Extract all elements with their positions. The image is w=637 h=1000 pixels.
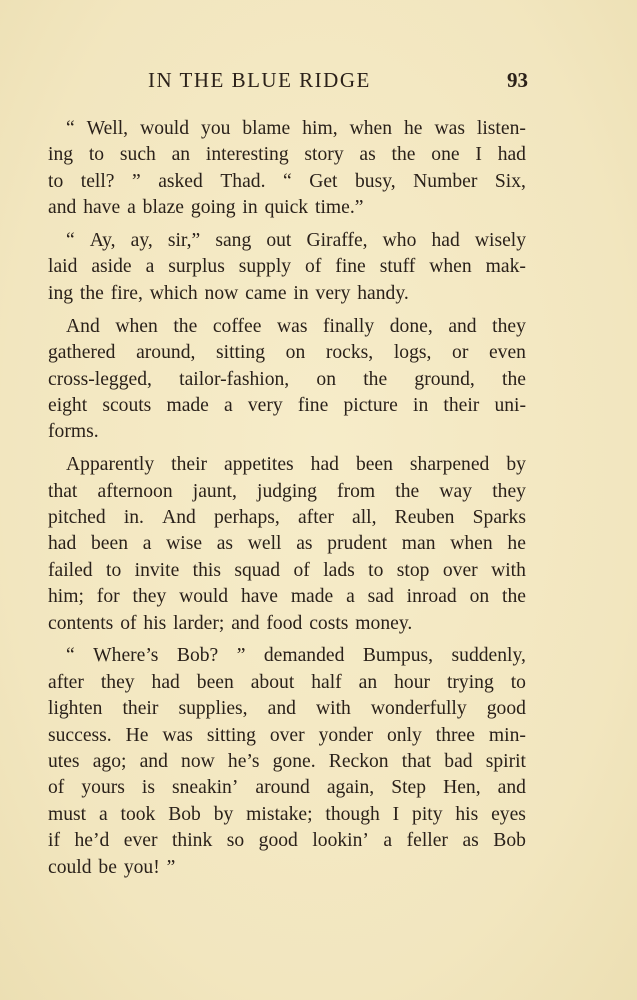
word: a [98, 803, 108, 825]
word: the [363, 368, 388, 390]
word: one [431, 144, 460, 166]
word: have [240, 586, 278, 608]
text-line [48, 479, 526, 505]
word: when [450, 533, 493, 555]
word: bad [444, 750, 473, 772]
text-line [48, 558, 526, 584]
word: had [431, 230, 460, 252]
word: stuff [379, 256, 416, 278]
word: ground, [414, 368, 475, 390]
word: fine [335, 256, 366, 278]
word: they [100, 671, 135, 693]
word: three [435, 724, 475, 746]
word: interesting [205, 144, 289, 166]
word: took [120, 803, 156, 825]
word: Get [309, 170, 338, 192]
text-line [48, 696, 526, 722]
word: such [119, 144, 156, 166]
word: to [48, 170, 64, 192]
word: uni- [494, 394, 526, 416]
word: supply [238, 256, 292, 278]
word: man [401, 533, 436, 555]
text-line [48, 670, 526, 696]
body-text [48, 116, 526, 887]
word: coffee [212, 315, 262, 337]
word: over [269, 724, 305, 746]
word: on [316, 368, 337, 390]
word: sad [367, 586, 394, 608]
running-head [48, 68, 528, 98]
word: ago; [92, 750, 127, 772]
word: for [96, 586, 120, 608]
word: over [442, 559, 478, 581]
word: ” [131, 170, 141, 192]
word: all, [352, 506, 377, 528]
text-line [48, 775, 526, 801]
word: lads [323, 559, 355, 581]
word: Apparently [66, 454, 155, 476]
word: is [141, 777, 155, 799]
word: Bob [168, 803, 201, 825]
text-line [48, 142, 526, 168]
word: suddenly, [451, 645, 526, 667]
word: Thad. [220, 170, 266, 192]
word: this [192, 559, 221, 581]
text-line [48, 393, 526, 419]
word: they [492, 480, 526, 502]
word: Step [391, 777, 427, 799]
paragraph [48, 643, 526, 881]
word: their [171, 454, 208, 476]
word: they [132, 586, 167, 608]
word: good [258, 830, 298, 852]
word: Ay, [89, 230, 116, 252]
word: been [91, 533, 128, 555]
word: way [439, 480, 473, 502]
word: Sparks [472, 506, 526, 528]
text-line [48, 452, 526, 478]
word: And [66, 315, 100, 337]
word: the [395, 480, 420, 502]
word: laid [48, 256, 78, 278]
text-line: contents of his larder; and food costs money. [48, 612, 413, 634]
word: their [122, 698, 159, 720]
word: “ [66, 645, 75, 667]
word: wonderfully [370, 698, 467, 720]
word: asked [158, 170, 203, 192]
word: Bumpus, [362, 645, 434, 667]
text-line [48, 340, 526, 366]
page-number: 93 [507, 68, 528, 92]
word: Hen, [443, 777, 481, 799]
word: they [492, 315, 526, 337]
word: the [173, 315, 198, 337]
word: of [48, 777, 65, 799]
word: been [196, 671, 234, 693]
word: good [486, 698, 526, 720]
word: he [404, 118, 423, 139]
word: a [142, 533, 152, 555]
word: of [305, 256, 322, 278]
word: sneakin’ [172, 777, 239, 799]
word: he’d [74, 830, 110, 852]
word: finally [323, 315, 375, 337]
word: pity [412, 803, 443, 825]
word: Six, [494, 170, 526, 192]
word: failed [48, 559, 93, 581]
word: when [115, 315, 158, 337]
word: Number [413, 170, 478, 192]
text-line [48, 254, 526, 280]
word: on [469, 586, 490, 608]
word: spirit [485, 750, 526, 772]
word: well [247, 533, 282, 555]
word: made [166, 394, 209, 416]
word: tailor-fashion, [179, 368, 290, 390]
word: And [162, 506, 196, 528]
word: that [48, 480, 78, 502]
word: had [310, 454, 339, 476]
text-line [48, 505, 526, 531]
word: inroad [406, 586, 457, 608]
word: of [293, 559, 310, 581]
word: had [497, 144, 526, 166]
word: prudent [327, 533, 388, 555]
text-line: forms. [48, 421, 99, 443]
word: logs, [393, 342, 432, 364]
word: now [181, 750, 215, 772]
word: an [171, 144, 191, 166]
word: the [391, 144, 416, 166]
word: perhaps, [213, 506, 280, 528]
word: from [337, 480, 376, 502]
word: with [491, 559, 526, 581]
word: eight [48, 394, 88, 416]
word: success. [48, 724, 112, 746]
word: by [506, 454, 526, 476]
word: again, [326, 777, 375, 799]
word: very [247, 394, 283, 416]
word: to [106, 559, 122, 581]
word: by [213, 803, 234, 825]
word: an [358, 671, 378, 693]
word: that [401, 750, 432, 772]
word: half [311, 671, 342, 693]
word: the [502, 586, 526, 608]
text-line: and have a blaze going in quick time.” [48, 197, 364, 219]
word: cross-legged, [48, 368, 152, 390]
word: scouts [102, 394, 152, 416]
word: he’s [227, 750, 260, 772]
word: ing [48, 144, 74, 166]
word: trying [446, 671, 494, 693]
word: pitched [48, 506, 106, 528]
word: would [140, 118, 190, 139]
word: must [48, 803, 87, 825]
word: as [216, 533, 234, 555]
word: so [226, 830, 245, 852]
word: yonder [318, 724, 374, 746]
word: made [290, 586, 334, 608]
word: judging [257, 480, 317, 502]
word: the [502, 368, 526, 390]
word: he [507, 533, 526, 555]
word: with [316, 698, 351, 720]
word: He [125, 724, 149, 746]
word: Reckon [328, 750, 389, 772]
word: “ [66, 118, 75, 139]
word: about [250, 671, 295, 693]
word: though [325, 803, 380, 825]
text-line [48, 314, 526, 340]
word: think [171, 830, 213, 852]
word: yours [81, 777, 125, 799]
word: surplus [168, 256, 225, 278]
text-line [48, 749, 526, 775]
text-line [48, 531, 526, 557]
word: to [510, 671, 526, 693]
word: ” [236, 645, 246, 667]
word: him; [48, 586, 84, 608]
word: had [151, 671, 180, 693]
word: and [448, 315, 477, 337]
word: around [255, 777, 310, 799]
word: out [266, 230, 292, 252]
word: to [88, 144, 105, 166]
word: in [413, 394, 429, 416]
word: in. [123, 506, 144, 528]
text-line [48, 828, 526, 854]
word: a [224, 394, 233, 416]
word: gone. [272, 750, 316, 772]
word: jaunt, [192, 480, 237, 502]
word: tell? [80, 170, 115, 192]
word: lookin’ [312, 830, 369, 852]
word: and [139, 750, 168, 772]
word: busy, [354, 170, 396, 192]
word: to [368, 559, 384, 581]
word: eyes [491, 803, 526, 825]
word: feller [406, 830, 448, 852]
word: appetites [224, 454, 294, 476]
word: demanded [263, 645, 345, 667]
word: ever [123, 830, 158, 852]
word: picture [343, 394, 398, 416]
word: a [383, 830, 393, 852]
word: had [48, 533, 77, 555]
word: or [452, 342, 469, 364]
word: hour [394, 671, 431, 693]
text-line [48, 169, 526, 195]
word: Bob? [176, 645, 219, 667]
word: blame [242, 118, 291, 139]
word: gathered [48, 342, 116, 364]
word: when [429, 256, 472, 278]
word: stop [396, 559, 430, 581]
word: min- [488, 724, 526, 746]
word: after [48, 671, 84, 693]
text-line [48, 723, 526, 749]
word: lighten [48, 698, 103, 720]
word: sir,” [167, 230, 201, 252]
word: when [349, 118, 393, 139]
word: was [434, 118, 465, 139]
word: sitting [206, 724, 256, 746]
word: listen- [476, 118, 526, 139]
word: story [304, 144, 344, 166]
word: and [497, 777, 526, 799]
word: I [475, 144, 482, 166]
word: been [355, 454, 393, 476]
word: “ [66, 230, 75, 252]
word: as [296, 533, 313, 555]
text-line [48, 802, 526, 828]
word: invite [134, 559, 180, 581]
text-line: ing the fire, which now came in very handy. [48, 282, 409, 304]
word: you [201, 118, 231, 139]
word: aside [91, 256, 132, 278]
word: would [179, 586, 229, 608]
word: even [488, 342, 526, 364]
word: sharpened [409, 454, 490, 476]
text-line [48, 643, 526, 669]
word: utes [48, 750, 80, 772]
word: only [386, 724, 422, 746]
word: I [392, 803, 400, 825]
word: mistake; [246, 803, 313, 825]
word: mak- [485, 256, 526, 278]
word: afternoon [97, 480, 173, 502]
word: and [267, 698, 296, 720]
word: a [346, 586, 355, 608]
word: supplies, [178, 698, 248, 720]
paragraph [48, 116, 526, 222]
text-line [48, 584, 526, 610]
running-title: IN THE BLUE RIDGE [148, 68, 371, 92]
word: Giraffe, [306, 230, 368, 252]
text-line: could be you! ” [48, 856, 176, 878]
word: Bob [493, 830, 526, 852]
word: who [382, 230, 417, 252]
word: was [162, 724, 193, 746]
word: done, [389, 315, 433, 337]
word: ay, [130, 230, 153, 252]
paragraph [48, 452, 526, 637]
word: was [276, 315, 308, 337]
word: as [462, 830, 479, 852]
text-line [48, 367, 526, 393]
paragraph [48, 314, 526, 446]
word: rocks, [325, 342, 374, 364]
word: if [48, 830, 60, 852]
word: sitting [216, 342, 266, 364]
word: around, [136, 342, 196, 364]
word: Well, [86, 118, 129, 139]
word: him, [302, 118, 338, 139]
word: Where’s [93, 645, 159, 667]
word: wise [166, 533, 203, 555]
word: as [359, 144, 376, 166]
text-line [48, 228, 526, 254]
word: on [285, 342, 306, 364]
word: sang [215, 230, 252, 252]
word: fine [297, 394, 329, 416]
text-line [48, 116, 526, 142]
word: “ [282, 170, 292, 192]
word: Reuben [394, 506, 455, 528]
word: their [443, 394, 480, 416]
word: a [145, 256, 155, 278]
word: squad [234, 559, 281, 581]
word: after [297, 506, 334, 528]
word: his [455, 803, 479, 825]
word: wisely [474, 230, 526, 252]
paragraph [48, 228, 526, 307]
